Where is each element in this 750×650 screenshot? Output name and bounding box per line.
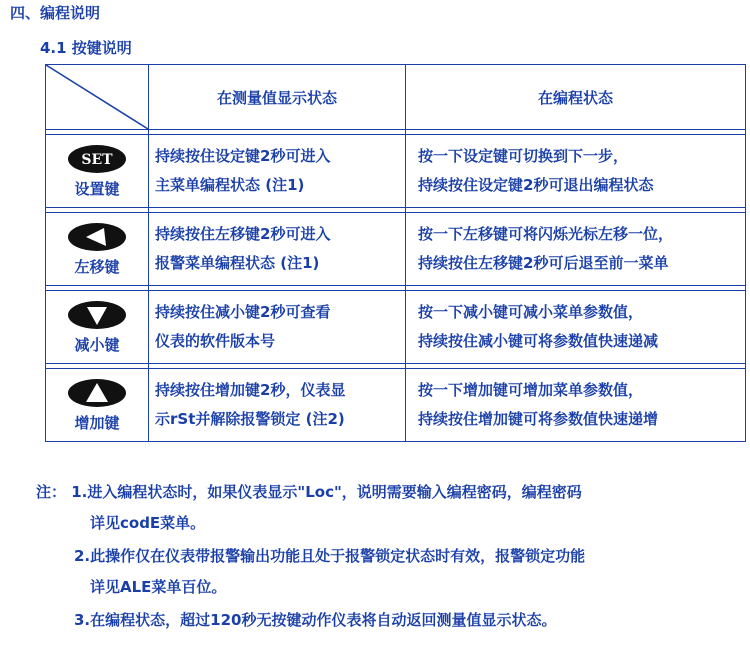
table-row — [46, 369, 746, 442]
table-row — [46, 291, 746, 364]
program-desc: 按一下增加键可增加菜单参数值， 持续按住增加键可将参数值快速递增 — [406, 369, 746, 442]
set-button-icon — [66, 143, 128, 175]
program-desc: 按一下减小键可减小菜单参数值， 持续按住减小键可将参数值快速递减 — [406, 291, 746, 364]
key-cell-up — [46, 369, 149, 442]
header-measure-state: 在测量值显示状态 — [149, 65, 406, 130]
notes-label: 注： — [36, 483, 67, 501]
measure-desc: 持续按住减小键2秒可查看 仪表的软件版本号 — [149, 291, 406, 364]
diagonal-header-cell — [46, 65, 149, 130]
key-name: 减小键 — [74, 336, 120, 354]
key-cell-down — [46, 291, 149, 364]
key-cell-set — [46, 135, 149, 208]
note-1: 注： 1.进入编程状态时，如果仪表显示"Loc"，说明需要输入编程密码，编程密码 — [36, 483, 582, 501]
measure-desc: 持续按住设定键2秒可进入 主菜单编程状态 (注1) — [149, 135, 406, 208]
diagonal-line — [46, 65, 148, 129]
table-header-row — [46, 65, 746, 130]
down-arrow-button-icon — [66, 299, 128, 331]
notes-section — [36, 477, 585, 636]
table-row — [46, 213, 746, 286]
up-arrow-button-icon — [66, 377, 128, 409]
note-1-cont: 详见codE菜单。 — [90, 514, 206, 532]
measure-desc: 持续按住左移键2秒可进入 报警菜单编程状态 (注1) — [149, 213, 406, 286]
header-program-state: 在编程状态 — [406, 65, 746, 130]
note-2-cont: 详见ALE菜单百位。 — [90, 578, 227, 596]
program-desc: 按一下左移键可将闪烁光标左移一位， 持续按住左移键2秒可后退至前一菜单 — [406, 213, 746, 286]
key-name: 增加键 — [74, 414, 120, 432]
table-row — [46, 135, 746, 208]
program-desc: 按一下设定键可切换到下一步， 持续按住设定键2秒可退出编程状态 — [406, 135, 746, 208]
note-2: 2.此操作仅在仪表带报警输出功能且处于报警锁定状态时有效，报警锁定功能 — [74, 547, 586, 565]
key-description-table — [45, 64, 746, 442]
section-title: 四、编程说明 — [10, 4, 101, 22]
key-name: 设置键 — [74, 180, 120, 198]
svg-text:SET: SET — [81, 152, 113, 168]
measure-desc: 持续按住增加键2秒，仪表显 示rSt并解除报警锁定 (注2) — [149, 369, 406, 442]
key-cell-left — [46, 213, 149, 286]
note-3: 3.在编程状态，超过120秒无按键动作仪表将自动返回测量值显示状态。 — [74, 611, 557, 629]
subsection-title: 4.1 按键说明 — [40, 39, 132, 57]
left-arrow-button-icon — [66, 221, 128, 253]
key-name: 左移键 — [74, 258, 120, 276]
